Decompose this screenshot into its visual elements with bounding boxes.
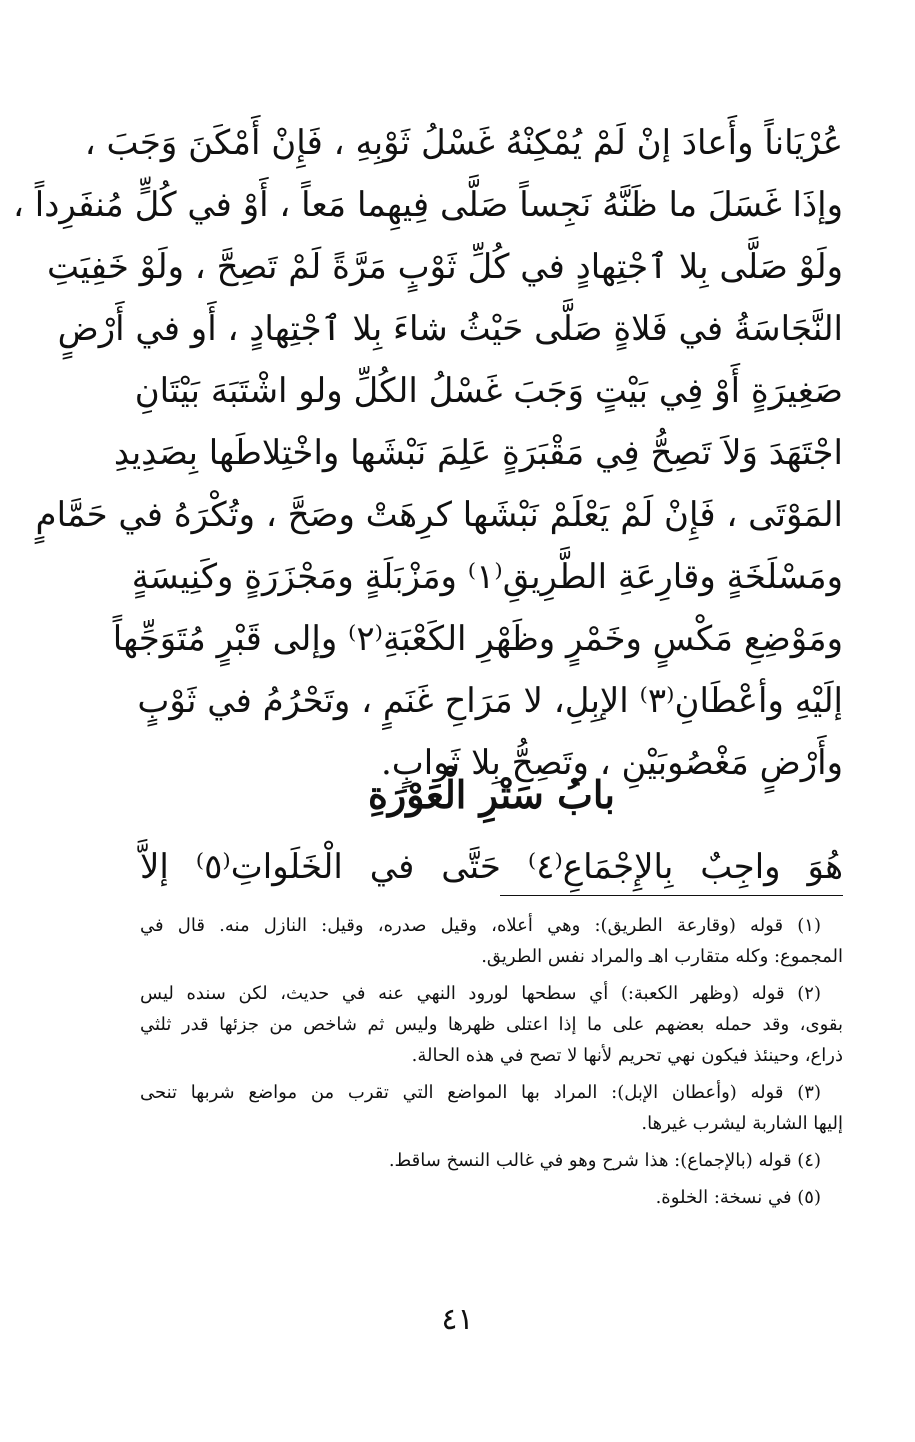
chapter-title: بابُ سَتْرِ الْعَوْرَةِ (367, 772, 616, 817)
footnote-line: (٥) في نسخة: الخلوة. (655, 1187, 821, 1208)
footnote-1 (140, 910, 843, 972)
main-text-line: اجْتَهَدَ وَلاَ تَصِحُّ فِي مَقْبَرَةٍ عَلِمَ نَبْشَها واخْتِلاطَها بِصَدِيدِ (113, 433, 843, 473)
main-text-line: وأَرْضٍ مَغْصُوبَيْنِ ، وتَصِحُّ بِلا ثَوابٍ. (380, 743, 843, 783)
footnote-line: ذراع، وحينئذ فيكون نهي تحريم لأنها لا تصح في هذه الحالة. (411, 1045, 843, 1066)
main-text-line: إلَيْهِ وأعْطَانِ⁽٣⁾ الإبِلِ، لا مَرَاحِ غَنَمٍ ، وتَحْرُمُ في ثَوْبٍ (137, 681, 843, 721)
footnote-line: (٢) قوله (وظهر الكعبة:) أي سطحها لورود النهي عنه في حديث، لكن سنده ليس (140, 983, 821, 1004)
footnote-divider (500, 895, 843, 896)
footnote-line: (١) قوله (وقارعة الطريق): وهي أعلاه، وقيل صدره، وقيل: النازل منه. قال في (140, 915, 821, 936)
main-text-line: عُرْيَاناً وأَعادَ إنْ لَمْ يُمْكِنْهُ غَسْلُ ثَوْبِهِ ، فَإِنْ أَمْكَنَ وَجَبَ ، (84, 123, 843, 163)
page-number: ٤١ (441, 1302, 474, 1337)
main-text-line: ومَسْلَخَةٍ وقارِعَةِ الطَّرِيقِ⁽١⁾ ومَزْبَلَةٍ ومَجْزَرَةٍ وكَنِيسَةٍ (131, 557, 843, 597)
footnote-4 (140, 1145, 843, 1176)
footnote-line: (٣) قوله (وأعطان الإبل): المراد بها المواضع التي تقرب من مواضع شربها تنحى (140, 1082, 821, 1103)
footnote-line: المجموع: وكله متقارب اهـ والمراد نفس الطريق. (481, 946, 843, 967)
footnote-5 (140, 1182, 843, 1213)
footnotes-block (140, 910, 843, 1219)
main-text-line: ولَوْ صَلَّى بِلا ٱجْتِهادٍ في كُلِّ ثَوْبٍ مَرَّةً لَمْ تَصِحَّ ، ولَوْ خَفِيَتِ (46, 247, 843, 287)
footnote-3 (140, 1077, 843, 1139)
footnote-line: (٤) قوله (بالإجماع): هذا شرح وهو في غالب النسخ ساقط. (388, 1150, 821, 1171)
main-text-line: النَّجَاسَةُ في فَلاةٍ صَلَّى حَيْثُ شاءَ بِلا ٱجْتِهادٍ ، أَو في أَرْضٍ (57, 309, 843, 349)
main-text-block (12, 112, 843, 794)
footnote-line: بقوى، وقد حمله بعضهم على ما إذا اعتلى ظهرها وليس ثم شاخص من جزئها قدر ثلثي (140, 1014, 843, 1035)
main-text-line: المَوْتَى ، فَإِنْ لَمْ يَعْلَمْ نَبْشَها كرِهَتْ وصَحَّ ، وتُكْرَهُ في حَمَّامٍ (35, 495, 843, 535)
footnote-2 (140, 978, 843, 1071)
main-text-line: صَغِيرَةٍ أَوْ فِي بَيْتٍ وَجَبَ غَسْلُ الكُلِّ ولو اشْتَبَهَ بَيْتَانِ (134, 371, 843, 411)
footnote-line: إليها الشاربة ليشرب غيرها. (641, 1113, 843, 1134)
main-text-line: ومَوْضِعِ مَكْسٍ وخَمْرٍ وظَهْرِ الكَعْبَةِ⁽٢⁾ وإلى قَبْرٍ مُتَوَجِّهاً (112, 619, 843, 659)
main-text-line: هُوَ واجِبٌ بِالإِجْمَاعِ⁽٤⁾ حَتَّى في الْخَلَواتِ⁽٥⁾ إلاَّ (140, 847, 843, 887)
main-text-line: وإذَا غَسَلَ ما ظَنَّهُ نَجِساً صَلَّى فِيهِما مَعاً ، أَوْ في كُلٍّ مُنفَرِداً ، (12, 185, 843, 225)
